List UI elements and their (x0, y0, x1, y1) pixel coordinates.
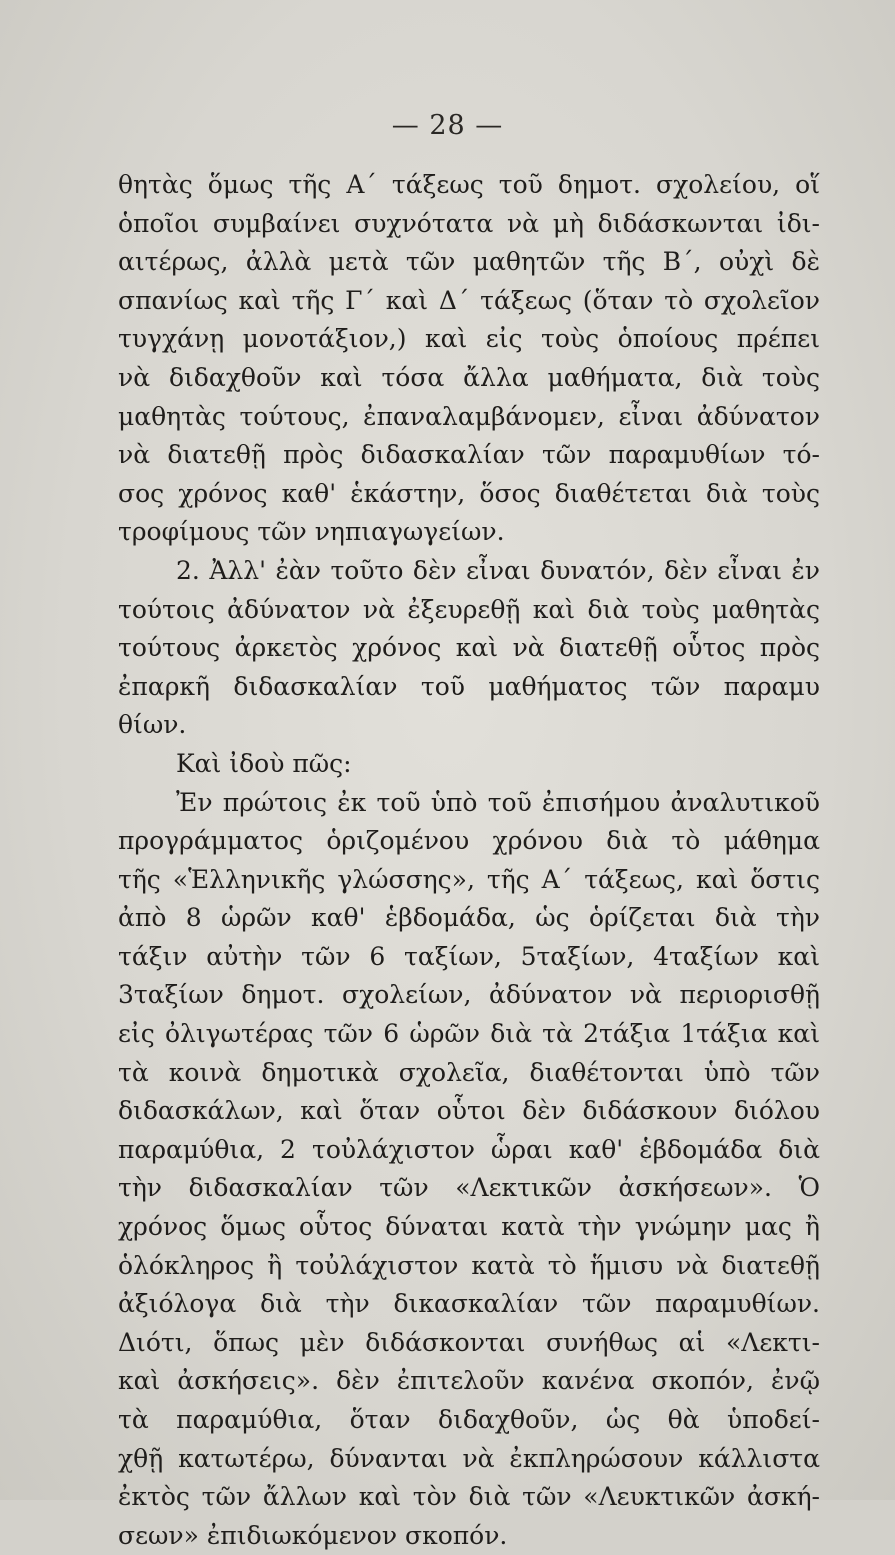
text-line: ἀπὸ 8 ὡρῶν καθ' ἑβδομάδα, ὡς ὁρίζεται διὰ τὴν (118, 903, 820, 933)
text-line: τούτοις ἀδύνατον νὰ ἐξευρεθῇ καὶ διὰ τοὺς μαθητὰς (118, 594, 820, 624)
page-number: — 28 — (391, 110, 504, 141)
text-line: τὰ κοινὰ δημοτικὰ σχολεῖα, διαθέτονται ὑπὸ τῶν (118, 1057, 820, 1087)
text-line: σπανίως καὶ τῆς Γ΄ καὶ Δ΄ τάξεως (ὅταν τὸ σχολεῖον (118, 285, 820, 315)
text-line: νὰ διατεθῇ πρὸς διδασκαλίαν τῶν παραμυθίων τό- (118, 440, 820, 470)
text-line: Ἐν πρώτοις ἐκ τοῦ ὑπὸ τοῦ ἐπισήμου ἀναλυτικοῦ (176, 787, 820, 817)
text-line: Καὶ ἰδοὺ πῶς: (176, 748, 352, 778)
body-text (118, 166, 820, 1555)
text-line: διδασκάλων, καὶ ὅταν οὗτοι δὲν διδάσκουν διόλου (118, 1096, 820, 1126)
text-line: τούτους ἀρκετὸς χρόνος καὶ νὰ διατεθῇ οὗτος πρὸς (118, 633, 820, 663)
text-line: σεων» ἐπιδιωκόμενον σκοπόν. (118, 1520, 508, 1550)
text-line: ὁλόκληρος ἢ τοὐλάχιστον κατὰ τὸ ἥμισυ νὰ διατεθῇ (118, 1250, 820, 1280)
text-line: Διότι, ὅπως μὲν διδάσκονται συνήθως αἱ «Λεκτι- (118, 1327, 820, 1357)
text-line: ἀξιόλογα διὰ τὴν δικασκαλίαν τῶν παραμυθίων. (118, 1289, 820, 1319)
text-line: 3ταξίων δημοτ. σχολείων, ἀδύνατον νὰ περιορισθῇ (118, 980, 820, 1010)
text-line: τῆς «Ἑλληνικῆς γλώσσης», τῆς Α΄ τάξεως, καὶ ὅστις (118, 864, 820, 894)
text-line: ὁποῖοι συμβαίνει συχνότατα νὰ μὴ διδάσκωνται ἰδι- (118, 208, 820, 238)
text-line: ἐπαρκῆ διδασκαλίαν τοῦ μαθήματος τῶν παραμυ (118, 671, 820, 701)
text-line: καὶ ἀσκήσεις». δὲν ἐπιτελοῦν κανένα σκοπόν, ἐνῷ (118, 1366, 820, 1396)
text-line: 2. Ἀλλ' ἐὰν τοῦτο δὲν εἶναι δυνατόν, δὲν εἶναι ἐν (176, 555, 820, 585)
text-line: τὰ παραμύθια, ὅταν διδαχθοῦν, ὡς θὰ ὑποδεί- (118, 1405, 820, 1434)
text-line: θητὰς ὅμως τῆς Α΄ τάξεως τοῦ δημοτ. σχολείου, οἵ (118, 170, 820, 199)
text-line: τυγχάνῃ μονοτάξιον,) καὶ εἰς τοὺς ὁποίους πρέπει (118, 324, 820, 354)
text-line: νὰ διδαχθοῦν καὶ τόσα ἄλλα μαθήματα, διὰ τοὺς (118, 362, 820, 392)
text-line: χθῇ κατωτέρω, δύνανται νὰ ἐκπληρώσουν κάλλιστα (118, 1443, 820, 1473)
text-line: παραμύθια, 2 τοὐλάχιστον ὧραι καθ' ἑβδομάδα διὰ (118, 1134, 820, 1164)
text-line: χρόνος ὅμως οὗτος δύναται κατὰ τὴν γνώμην μας ἢ (118, 1212, 820, 1242)
text-line: θίων. (118, 710, 187, 740)
text-line: τροφίμους τῶν νηπιαγωγείων. (118, 517, 505, 547)
text-line: τάξιν αὐτὴν τῶν 6 ταξίων, 5ταξίων, 4ταξίων καὶ (118, 941, 820, 971)
text-line: προγράμματος ὁριζομένου χρόνου διὰ τὸ μάθημα (118, 826, 820, 856)
text-line: εἰς ὀλιγωτέρας τῶν 6 ὡρῶν διὰ τὰ 2τάξια 1τάξια καὶ (118, 1019, 820, 1049)
text-line: αιτέρως, ἀλλὰ μετὰ τῶν μαθητῶν τῆς Β΄, οὐχὶ δὲ (118, 247, 820, 277)
text-line: ἐκτὸς τῶν ἄλλων καὶ τὸν διὰ τῶν «Λευκτικῶν ἀσκή- (118, 1482, 820, 1512)
text-line: τὴν διδασκαλίαν τῶν «Λεκτικῶν ἀσκήσεων». Ὁ (118, 1173, 820, 1203)
text-line: μαθητὰς τούτους, ἐπαναλαμβάνομεν, εἶναι ἀδύνατον (118, 401, 820, 431)
text-line: σος χρόνος καθ' ἑκάστην, ὅσος διαθέτεται διὰ τοὺς (118, 478, 820, 508)
